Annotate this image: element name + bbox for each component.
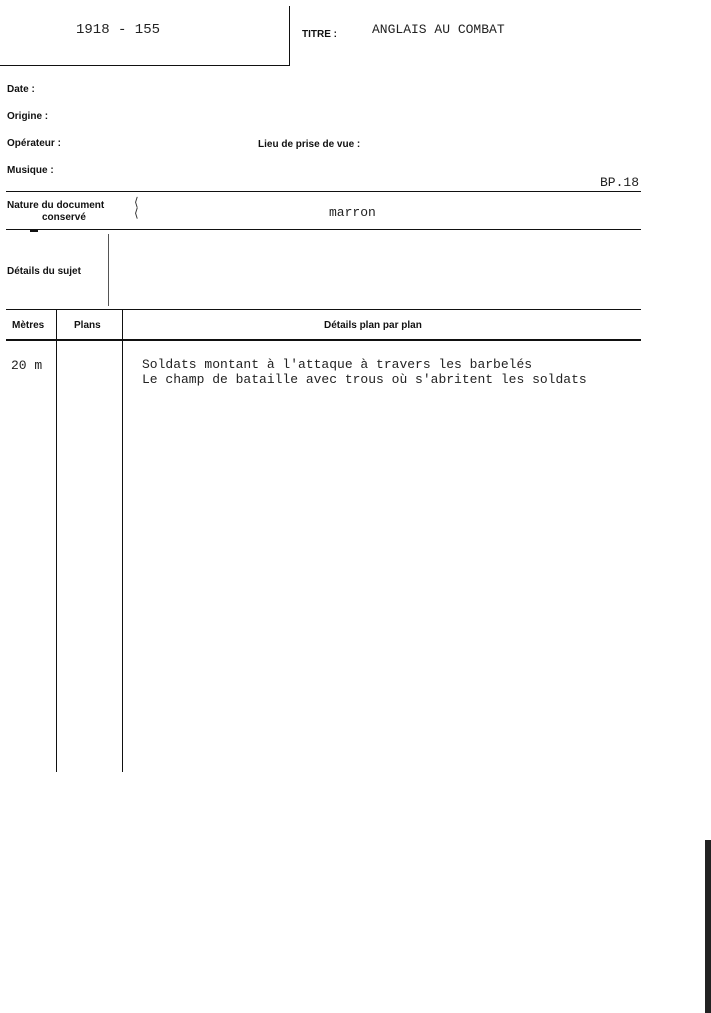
- titre-label: TITRE :: [302, 29, 337, 40]
- header-box-bottom-border: [0, 65, 290, 66]
- lieu-prise-de-vue-label: Lieu de prise de vue :: [258, 139, 361, 150]
- operateur-label: Opérateur :: [7, 138, 61, 149]
- nature-top-rule: [6, 191, 641, 192]
- nature-brace: ⟨ ⟨: [134, 195, 139, 220]
- col-header-plans: Plans: [74, 320, 101, 331]
- col-divider-1: [56, 310, 57, 772]
- header-box-right-border: [289, 6, 290, 66]
- details-sujet-label: Détails du sujet: [7, 266, 81, 277]
- rule-tick-mark: [30, 229, 38, 232]
- row-metres: 20 m: [11, 358, 43, 373]
- table-header-bottom-rule: [6, 339, 641, 341]
- page-edge: [705, 840, 711, 1013]
- col-divider-2: [122, 310, 123, 772]
- titre-value: ANGLAIS AU COMBAT: [372, 22, 505, 37]
- origine-label: Origine :: [7, 111, 49, 122]
- date-label: Date :: [7, 84, 35, 95]
- details-sujet-brace: [108, 234, 109, 306]
- musique-label: Musique :: [7, 165, 54, 176]
- row-detail-line-1: Soldats montant à l'attaque à travers les barbelés: [142, 357, 533, 372]
- col-header-details: Détails plan par plan: [324, 320, 422, 331]
- row-detail-line-2: Le champ de bataille avec trous où s'abritent les soldats: [142, 372, 587, 387]
- nature-bottom-rule: [6, 229, 641, 230]
- nature-label-line2: conservé: [42, 212, 86, 223]
- reference-number: 1918 - 155: [76, 22, 161, 38]
- nature-label-line1: Nature du document: [7, 200, 105, 211]
- details-sujet-bottom-rule: [6, 309, 641, 310]
- col-header-metres: Mètres: [12, 320, 45, 331]
- bp-code: BP.18: [600, 175, 640, 190]
- nature-value: marron: [329, 205, 376, 220]
